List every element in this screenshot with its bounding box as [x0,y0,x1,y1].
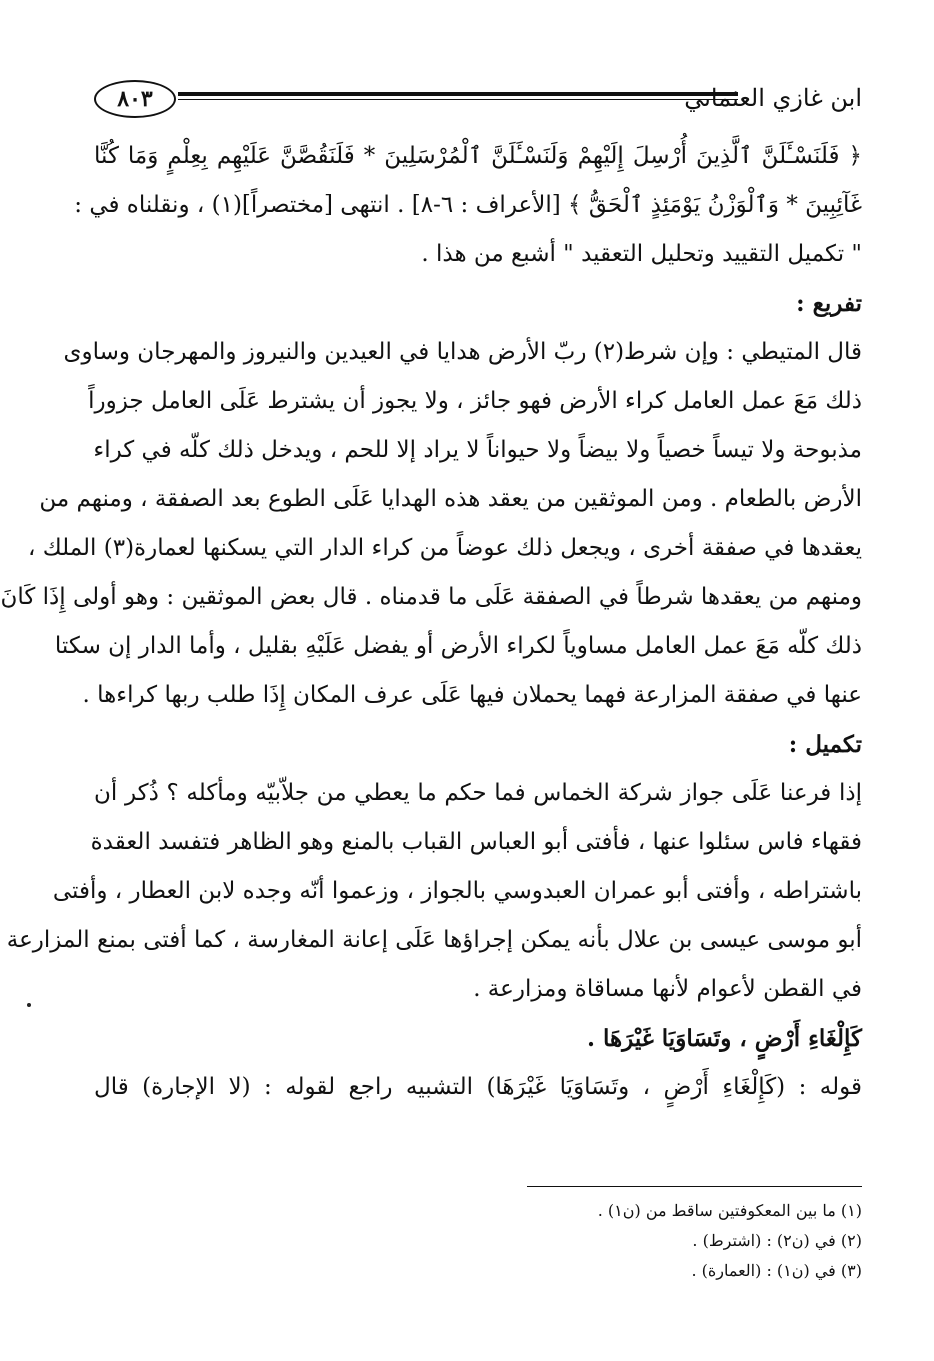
header-rule-thick [178,92,738,96]
commentary-line: قوله : (كَإِلْغَاءِ أَرْضٍ ، وتَسَاوَيَا غَيْرَهَا) التشبيه راجع لقوله : (لا الإجارة) قال [94,1074,862,1100]
footnote-3: (٣) في (ن١) : (العمارة) . [691,1261,862,1280]
footnote-2: (٢) في (ن٢) : (اشترط) . [692,1231,862,1250]
paragraph-line: ذلك مَعَ عمل العامل كراء الأرض فهو جائز ، ولا يجوز أن يشترط عَلَى العامل جزوراً [88,388,862,414]
paragraph-line: الأرض بالطعام . ومن الموثقين من يعقد هذه الهدايا عَلَى الطوع بعد الصفقة ، ومنهم من [39,486,862,512]
paragraph-line: يعقدها في صفقة أخرى ، ويجعل ذلك عوضاً من كراء الدار التي يسكنها لعمارة(٣) الملك ، [28,535,862,561]
quran-line-2: غَآئِبِينَ * وَٱلْوَزْنُ يَوْمَئِذٍ ٱلْحَقُّ ﴾ [الأعراف : ٦-٨] . انتهى [مختصراً](١) ، ونقلناه في : [74,192,862,218]
margin-dot [27,1003,31,1007]
paragraph-line: عنها في صفقة المزارعة فهما يحملان فيها عَلَى عرف المكان إِذَا طلب ربها كراءها . [82,682,862,708]
header-rule-thin [178,99,738,100]
paragraph-line: قال المتيطي : وإن شرط(٢) ربّ الأرض هدايا في العيدين والنيروز والمهرجان وساوى [63,339,862,365]
paragraph-line: فقهاء فاس سئلوا عنها ، فأفتى أبو العباس القباب بالمنع وهو الظاهر فتفسد العقدة [90,829,862,855]
section-heading-tafri: تفريع : [796,290,862,317]
quran-line-1: ﴿ فَلَنَسْـَٔلَنَّ ٱلَّذِينَ أُرْسِلَ إِلَيْهِمْ وَلَنَسْـَٔلَنَّ ٱلْمُرْسَلِينَ * فَلَنَقُصَّنَّ عَلَيْهِم بِعِلْمٍ وَمَا كُنَّا [94,143,862,169]
paragraph-line: مذبوحة ولا تيساً خصياً ولا بيضاً ولا حيواناً لا يراد إلا للحم ، ويدخل ذلك كلّه في كراء [93,437,862,463]
paragraph-line: باشتراطه ، وأفتى أبو عمران العبدوسي بالجواز ، وزعموا أنّه وجده لابن العطار ، وأفتى [52,878,862,904]
paragraph-line: أبو موسى عيسى بن علال بأنه يمكن إجراؤها عَلَى إعانة المغارسة ، كما أفتى بمنع المزارعة [6,927,862,953]
footnote-1: (١) ما بين المعكوفتين ساقط من (ن١) . [597,1201,862,1220]
page-header [94,74,862,128]
matn-line: كَإِلْغَاءِ أَرْضٍ ، وتَسَاوَيَا غَيْرَهَا . [586,1025,862,1052]
paragraph-line: في القطن لأعوام لأنها مساقاة ومزارعة . [473,976,862,1002]
footnotes [462,1196,862,1286]
main-text [0,132,862,1112]
paragraph-line: ذلك كلّه مَعَ عمل العامل مساوياً لكراء الأرض أو يفضل عَلَيْهِ بقليل ، وأما الدار إن سكتا [54,633,862,659]
footnote-separator [527,1186,862,1187]
page-number: ٨٠٣ [94,80,176,118]
paragraph-line: إذا فرعنا عَلَى جواز شركة الخماس فما حكم ما يعطي من جلاّبيّه ومأكله ؟ ذُكر أن [94,780,862,806]
paragraph-line: ومنهم من يعقدها شرطاً في الصفقة عَلَى ما قدمناه . قال بعض الموثقين : وهو أولى إِذَا كَانَ [0,584,862,610]
running-title: ابن غازي العثماني [684,84,862,112]
section-heading-takmil: تكميل : [788,731,862,758]
text-line-3: " تكميل التقييد وتحليل التعقيد " أشبع من هذا . [421,241,862,267]
